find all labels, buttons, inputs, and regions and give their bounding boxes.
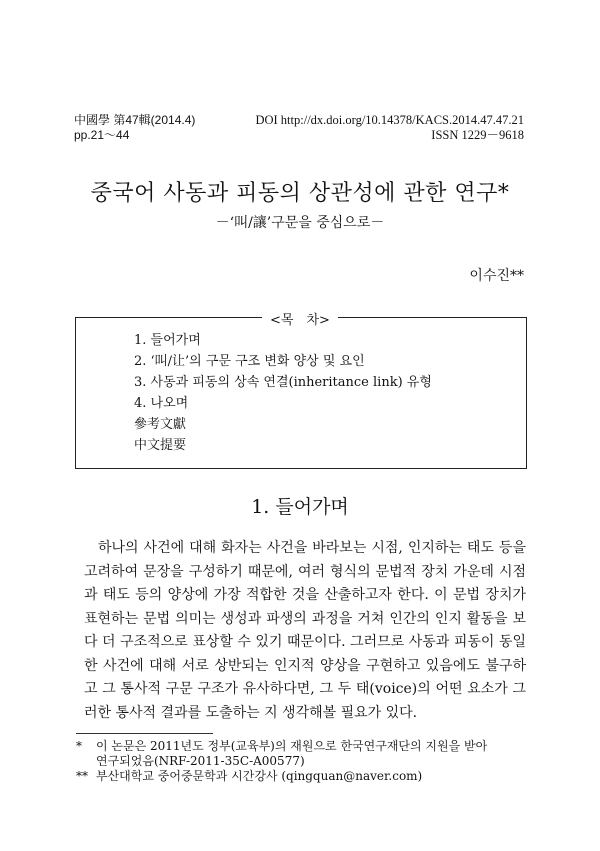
footnote-mark: * bbox=[76, 739, 82, 753]
toc-list bbox=[134, 330, 432, 456]
toc-label: <목 차> bbox=[0, 309, 600, 328]
toc-item: 參考文獻 bbox=[134, 417, 187, 432]
doi-link[interactable]: DOI http://dx.doi.org/10.14378/KACS.2014.47.47.21 bbox=[255, 113, 524, 127]
footnote-mark: ** bbox=[76, 769, 88, 783]
toc-item: 1. 들어가며 bbox=[134, 333, 201, 348]
footnote-funding bbox=[76, 739, 528, 769]
footnote-text-continued: 연구되었음(NRF-2011-35C-A00577) bbox=[96, 754, 305, 768]
footnote-text: 부산대학교 중어중문학과 시간강사 (qingquan@naver.com) bbox=[96, 769, 423, 783]
toc-item: 中文提要 bbox=[134, 438, 187, 453]
toc-item: 2. ‘叫/让’의 구문 구조 변화 양상 및 요인 bbox=[134, 354, 365, 369]
section-heading: 1. 들어가며 bbox=[251, 496, 349, 518]
toc-item: 3. 사동과 피동의 상속 연결(inheritance link) 유형 bbox=[134, 375, 432, 390]
journal-header bbox=[74, 113, 195, 143]
footnote-text: 이 논문은 2011년도 정부(교육부)의 재원으로 한국연구재단의 지원을 받아 bbox=[96, 739, 488, 753]
page-range: pp.21～44 bbox=[74, 128, 130, 142]
doi-header bbox=[255, 113, 524, 143]
journal-name: 中國學 第47輯(2014.4) bbox=[74, 113, 196, 127]
footnote-divider bbox=[76, 733, 213, 734]
body-paragraph: 하나의 사건에 대해 화자는 사건을 바라보는 시점, 인지하는 태도 등을 고려하여 문장을 구성하기 때문에, 여러 형식의 문법적 장치 가운데 시점과 태도 등의 양상에 가장 적합한 것을 산출하고자 한다. 이 문법 장치가 표현하는 문법 의미는 생성과 파생의 과정을 거쳐 인간의 인지 활동을 보다 더 구조적으로 표상할 수 있기 때문이다. 그러므로 사동과 피동이 동일한 사건에 대해 서로 상반되는 인지적 양상을 구현하고 있음에도 불구하고 그 통사적 구문 구조가 유사하다면, 그 두 태(voice)의 어떤 요소가 그러한 통사적 결과를 도출하는 지 생각해볼 필요가 있다. bbox=[84, 540, 526, 721]
paper-title: 중국어 사동과 피동의 상관성에 관한 연구* bbox=[90, 181, 510, 206]
toc-item: 4. 나오며 bbox=[134, 396, 189, 411]
author-name: 이수진** bbox=[469, 268, 524, 284]
footnote-author bbox=[76, 769, 528, 784]
paper-subtitle: －‘叫/讓’구문을 중심으로－ bbox=[215, 215, 385, 231]
issn: ISSN 1229－9618 bbox=[431, 128, 524, 142]
